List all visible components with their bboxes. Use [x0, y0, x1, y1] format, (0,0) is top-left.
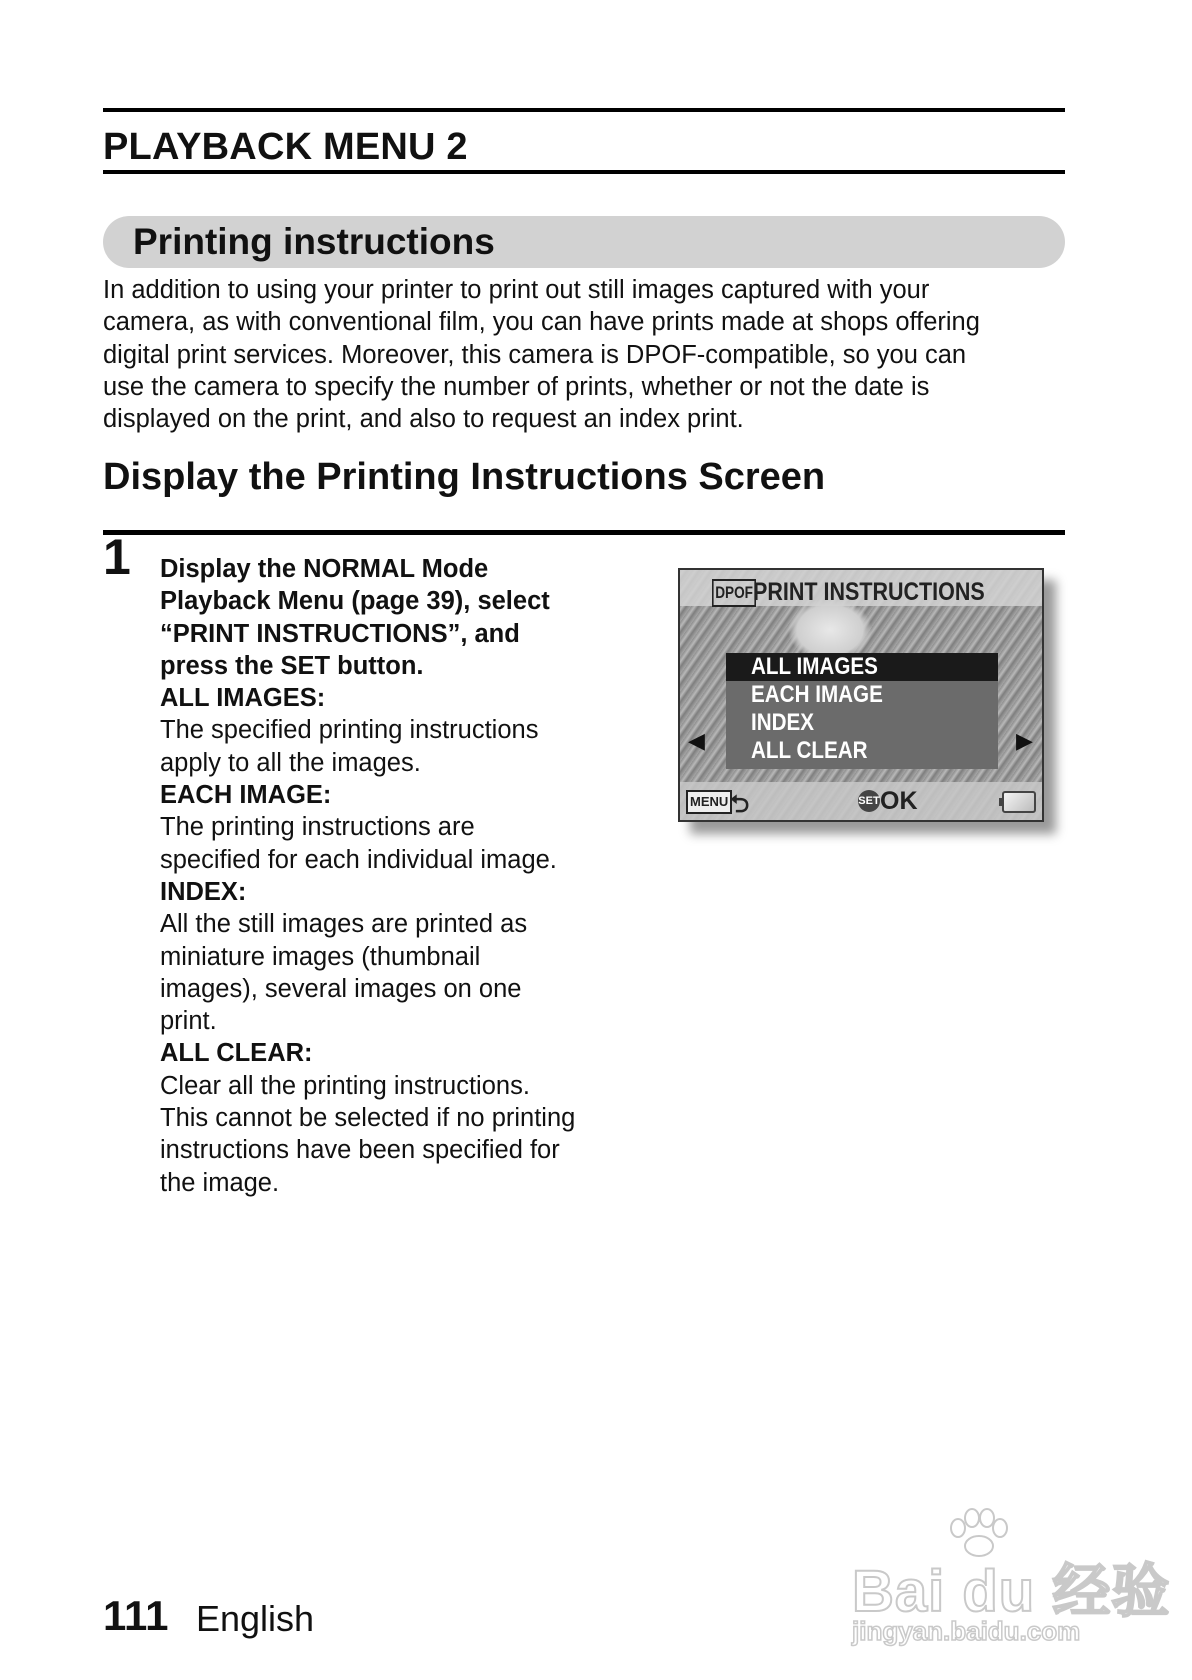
option-desc-each-image — [160, 811, 640, 876]
page-number: 111 — [103, 1592, 169, 1639]
desc-line: Clear all the printing instructions. — [160, 1071, 530, 1100]
menu-item-label: INDEX — [751, 709, 815, 736]
instruction-line: Playback Menu (page 39), select — [160, 587, 550, 616]
screen-menu — [726, 653, 998, 769]
step-body — [160, 553, 640, 1199]
subheading-rule — [103, 530, 1065, 535]
page-language: English — [196, 1598, 315, 1639]
desc-line: images), several images on one — [160, 974, 522, 1003]
desc-line: specified for each individual image. — [160, 845, 557, 874]
menu-item-all-images[interactable] — [726, 653, 998, 681]
battery-icon — [1002, 791, 1036, 813]
watermark-url: jingyan.baidu.com — [852, 1616, 1081, 1646]
intro-line: In addition to using your printer to print out still images captured with your — [103, 276, 930, 304]
left-arrow-icon: ◀ — [688, 728, 705, 753]
watermark-logo-text: Bai du 经验 — [852, 1559, 1171, 1624]
desc-line: print. — [160, 1007, 217, 1036]
option-desc-all-images — [160, 714, 640, 779]
desc-line: The printing instructions are — [160, 813, 475, 842]
instruction-line: Display the NORMAL Mode — [160, 555, 489, 583]
option-term-each-image: EACH IMAGE: — [160, 781, 332, 810]
option-desc-index — [160, 908, 640, 1037]
desc-line: This cannot be selected if no printing — [160, 1104, 576, 1133]
subheading: Display the Printing Instructions Screen — [103, 456, 826, 498]
screen-footer — [680, 782, 1042, 820]
baidu-watermark — [852, 1508, 1171, 1648]
menu-button-icon: MENU — [686, 790, 732, 814]
menu-item-all-clear[interactable] — [726, 737, 998, 765]
intro-line: displayed on the print, and also to request an index print. — [103, 405, 744, 434]
instruction-line: press the SET button. — [160, 651, 424, 680]
instruction-line: “PRINT INSTRUCTIONS”, and — [160, 619, 520, 648]
menu-item-label: ALL IMAGES — [751, 653, 878, 680]
chapter-title: PLAYBACK MENU 2 — [103, 126, 468, 168]
desc-line: All the still images are printed as — [160, 910, 528, 939]
menu-item-label: ALL CLEAR — [751, 737, 868, 764]
right-arrow-icon: ▶ — [1016, 728, 1033, 753]
dpof-icon: DPOF — [712, 579, 756, 607]
desc-line: The specified printing instructions — [160, 716, 539, 745]
chapter-underline — [103, 170, 1065, 174]
camera-screen-illustration — [678, 568, 1044, 822]
option-term-all-images: ALL IMAGES: — [160, 684, 326, 713]
return-icon: ⮌ — [730, 791, 750, 818]
option-term-all-clear: ALL CLEAR: — [160, 1039, 313, 1068]
screen-header — [680, 570, 1042, 606]
desc-line: the image. — [160, 1168, 280, 1197]
step-instruction — [160, 553, 640, 682]
menu-item-each-image[interactable] — [726, 681, 998, 709]
intro-paragraph — [103, 274, 1073, 435]
desc-line: apply to all the images. — [160, 748, 421, 777]
ok-label: OK — [880, 787, 918, 815]
set-button-icon: SET — [858, 790, 880, 812]
screen-title: PRINT INSTRUCTIONS — [753, 578, 985, 606]
intro-line: digital print services. Moreover, this camera is DPOF-compatible, so you can — [103, 340, 967, 369]
menu-item-label: EACH IMAGE — [751, 681, 883, 708]
step-number: 1 — [103, 529, 131, 585]
menu-item-index[interactable] — [726, 709, 998, 737]
desc-line: miniature images (thumbnail — [160, 942, 481, 971]
top-rule — [103, 108, 1065, 112]
intro-line: use the camera to specify the number of prints, whether or not the date is — [103, 372, 930, 401]
option-desc-all-clear — [160, 1070, 640, 1199]
desc-line: instructions have been specified for — [160, 1136, 560, 1165]
section-title: Printing instructions — [133, 221, 495, 262]
intro-line: camera, as with conventional film, you can have prints made at shops offering — [103, 308, 980, 337]
section-banner — [103, 216, 1065, 268]
option-term-index: INDEX: — [160, 877, 247, 906]
